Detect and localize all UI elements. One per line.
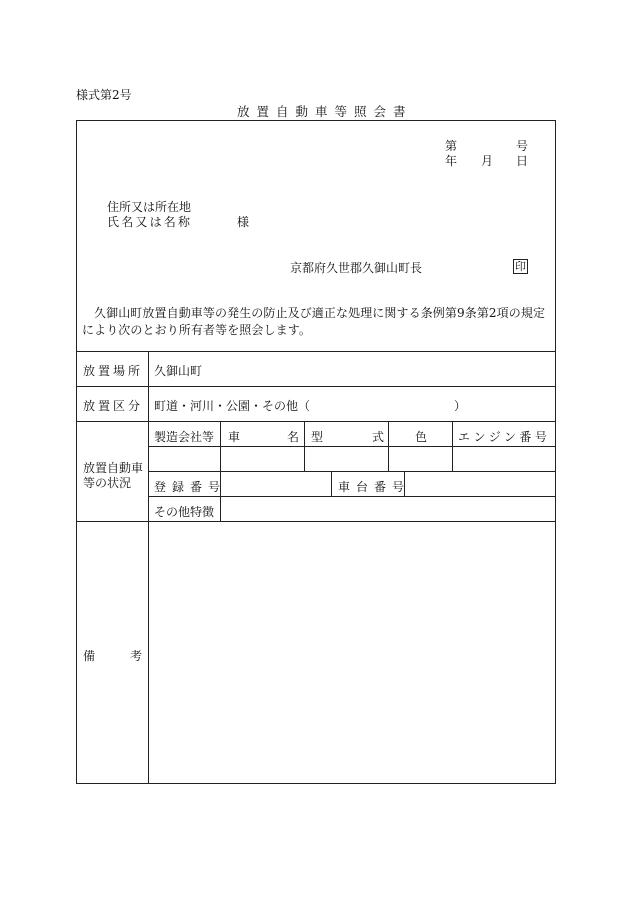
category-value: 町道・河川・公園・その他（ [154,399,311,413]
category-close: ） [454,399,467,413]
registration-number-label: 登録番号 [154,480,227,494]
address-label: 住所又は所在地 [107,200,192,214]
date-month: 月 [481,154,494,168]
status-divider-2 [304,421,305,471]
status-label-line1: 放置自動車 [83,461,144,475]
maker-label: 製造会社等 [154,430,215,444]
name-label: 氏名又は名称 [107,215,193,229]
label-column-divider [148,351,149,784]
location-value: 久御山町 [154,364,203,378]
other-features-label: その他特徴 [154,505,215,519]
number-label-right: 号 [516,139,529,153]
date-day: 日 [516,154,529,168]
model-label-2: 式 [372,430,385,444]
color-label: 色 [415,430,428,444]
status-divider-3 [388,421,389,471]
seal-mark: 印 [515,260,526,273]
number-label-left: 第 [445,139,458,153]
remarks-label-1: 備 [83,649,96,663]
model-label-1: 型 [311,430,324,444]
remarks-label-2: 考 [130,649,143,663]
body-paragraph: 久御山町放置自動車等の発生の防止及び適正な処理に関する条例第9条第2項の規定により次のとおり所有者等を照会します。 [82,306,546,337]
category-label: 放置区分 [83,399,144,413]
status-divider-1 [220,421,221,521]
rule-status-3 [148,496,556,497]
car-name-label-2: 名 [287,430,300,444]
location-label: 放置場所 [83,364,144,378]
date-year: 年 [445,154,458,168]
engine-number-label: エンジン番号 [458,430,551,444]
status-divider-5 [331,471,332,496]
car-name-label-1: 車 [228,430,241,444]
form-number: 様式第2号 [76,88,132,102]
rule-status-2 [148,471,556,472]
sender-name: 京都府久世郡久御山町長 [290,261,423,275]
page-title: 放置自動車等照会書 [237,104,413,119]
status-label-line2: 等の状況 [83,476,132,490]
rule-status-1 [148,446,556,447]
chassis-number-label: 車台番号 [338,480,411,494]
honorific: 様 [237,215,250,229]
status-divider-4 [452,421,453,471]
